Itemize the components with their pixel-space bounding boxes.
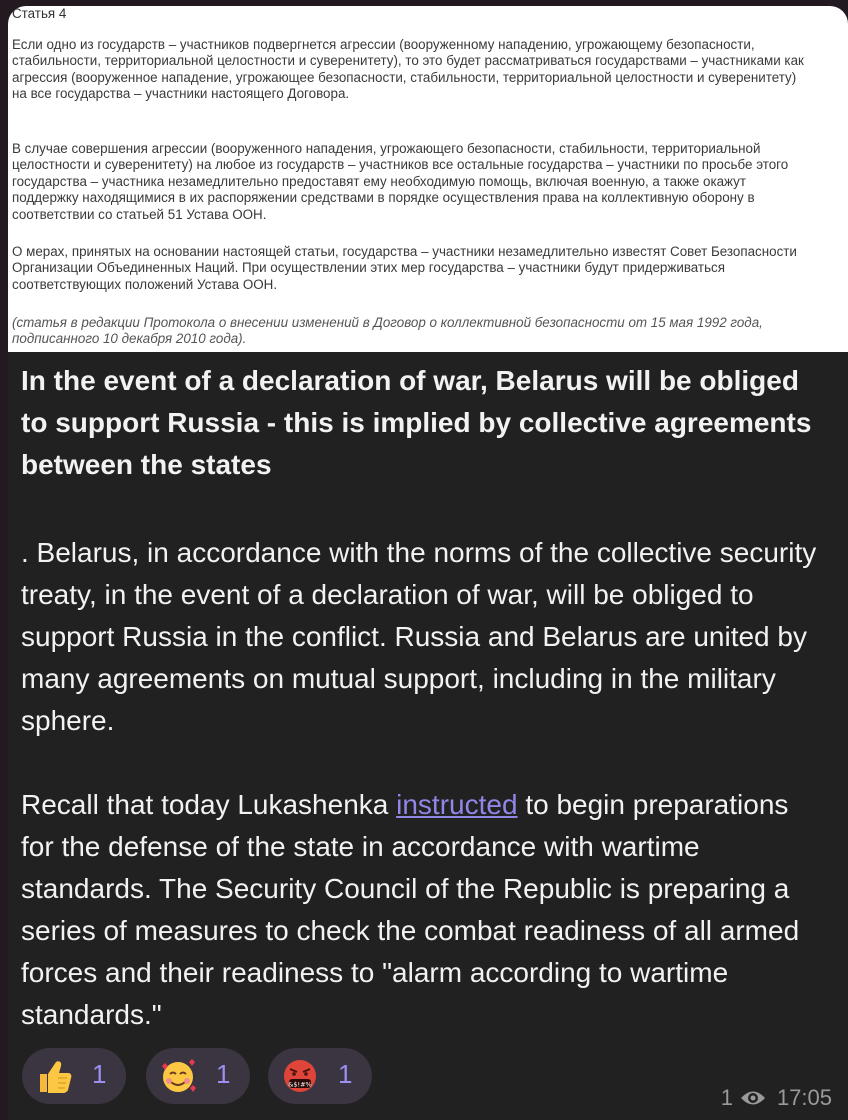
reaction-angry-symbols[interactable] <box>268 1048 372 1104</box>
svg-text:&$!#%: &$!#% <box>288 1080 312 1089</box>
document-note: (статья в редакции Протокола о внесении изменений в Договор о коллективной безопасности от 15 мая 1992 года, подписанного 10 декабря 2010 года). <box>12 315 763 347</box>
document-paragraph: Если одно из государств – участников подвергнется агрессии (вооруженному нападению, угрожающему безопасности, стабильности, территориальной целостности и суверенитету), то это будет рассматриваться государствами – участниками как агрессия (вооруженное нападение, угрожающее безопасности, стабильности, территориальной целостности и суверенитету) на все государства – участники настоящего Договора. <box>12 37 804 102</box>
attached-document-image[interactable] <box>8 6 848 352</box>
reaction-count: 1 <box>92 1059 107 1089</box>
message-paragraph <box>21 784 827 1036</box>
message-title: In the event of a declaration of war, Belarus will be obliged to support Russia - this is implied by collective agreements between the states <box>21 365 812 480</box>
message-paragraph: . Belarus, in accordance with the norms of the collective security treaty, in the event of a declaration of war, will be obliged to support Russia in the conflict. Russia and Belarus are united by many agreements on mutual support, including in the military sphere. <box>21 537 817 736</box>
message-text: to begin preparations for the defense of the state in accordance with wartime standards. The Security Council of the Republic is preparing a series of measures to check the combat readiness of all armed forces and their readiness to "alarm according to wartime standards." <box>21 789 800 1030</box>
thumbs-up-icon <box>34 1056 74 1096</box>
document-paragraph: О мерах, принятых на основании настоящей статьи, государства – участники незамедлительно известят Совет Безопасности Организации Объединенных Наций. При осуществлении этих мер государства – участники будут придерживаться соответствующих положений Устава ООН. <box>12 244 797 292</box>
document-heading: Статья 4 <box>12 6 67 21</box>
instructed-link[interactable]: instructed <box>396 789 518 820</box>
document-paragraph: В случае совершения агрессии (вооруженного нападения, угрожающего безопасности, стабильности, территориальной целостности и суверенитету) на любое из государств – участников все остальные государства – участники по просьбе этого государства – участника незамедлительно предоставят ему необходимую помощь, включая военную, а также окажут поддержку находящимися в их распоряжении средствами в порядке осуществления права на коллективную оборону в соответствии со статьей 51 Устава ООН. <box>12 141 789 222</box>
message-time: 17:05 <box>776 1085 832 1110</box>
reaction-count: 1 <box>338 1059 353 1089</box>
message-text: Recall that today Lukashenka <box>21 789 397 820</box>
reaction-thumbs-up[interactable] <box>22 1048 126 1104</box>
smiling-face-with-hearts-icon <box>158 1056 198 1096</box>
views-count: 1 <box>720 1085 733 1110</box>
message-meta <box>721 1085 832 1111</box>
reaction-count: 1 <box>216 1059 231 1089</box>
face-with-symbols-on-mouth-icon <box>280 1056 320 1096</box>
reaction-smiling-hearts[interactable] <box>146 1048 250 1104</box>
eye-icon <box>739 1088 767 1108</box>
